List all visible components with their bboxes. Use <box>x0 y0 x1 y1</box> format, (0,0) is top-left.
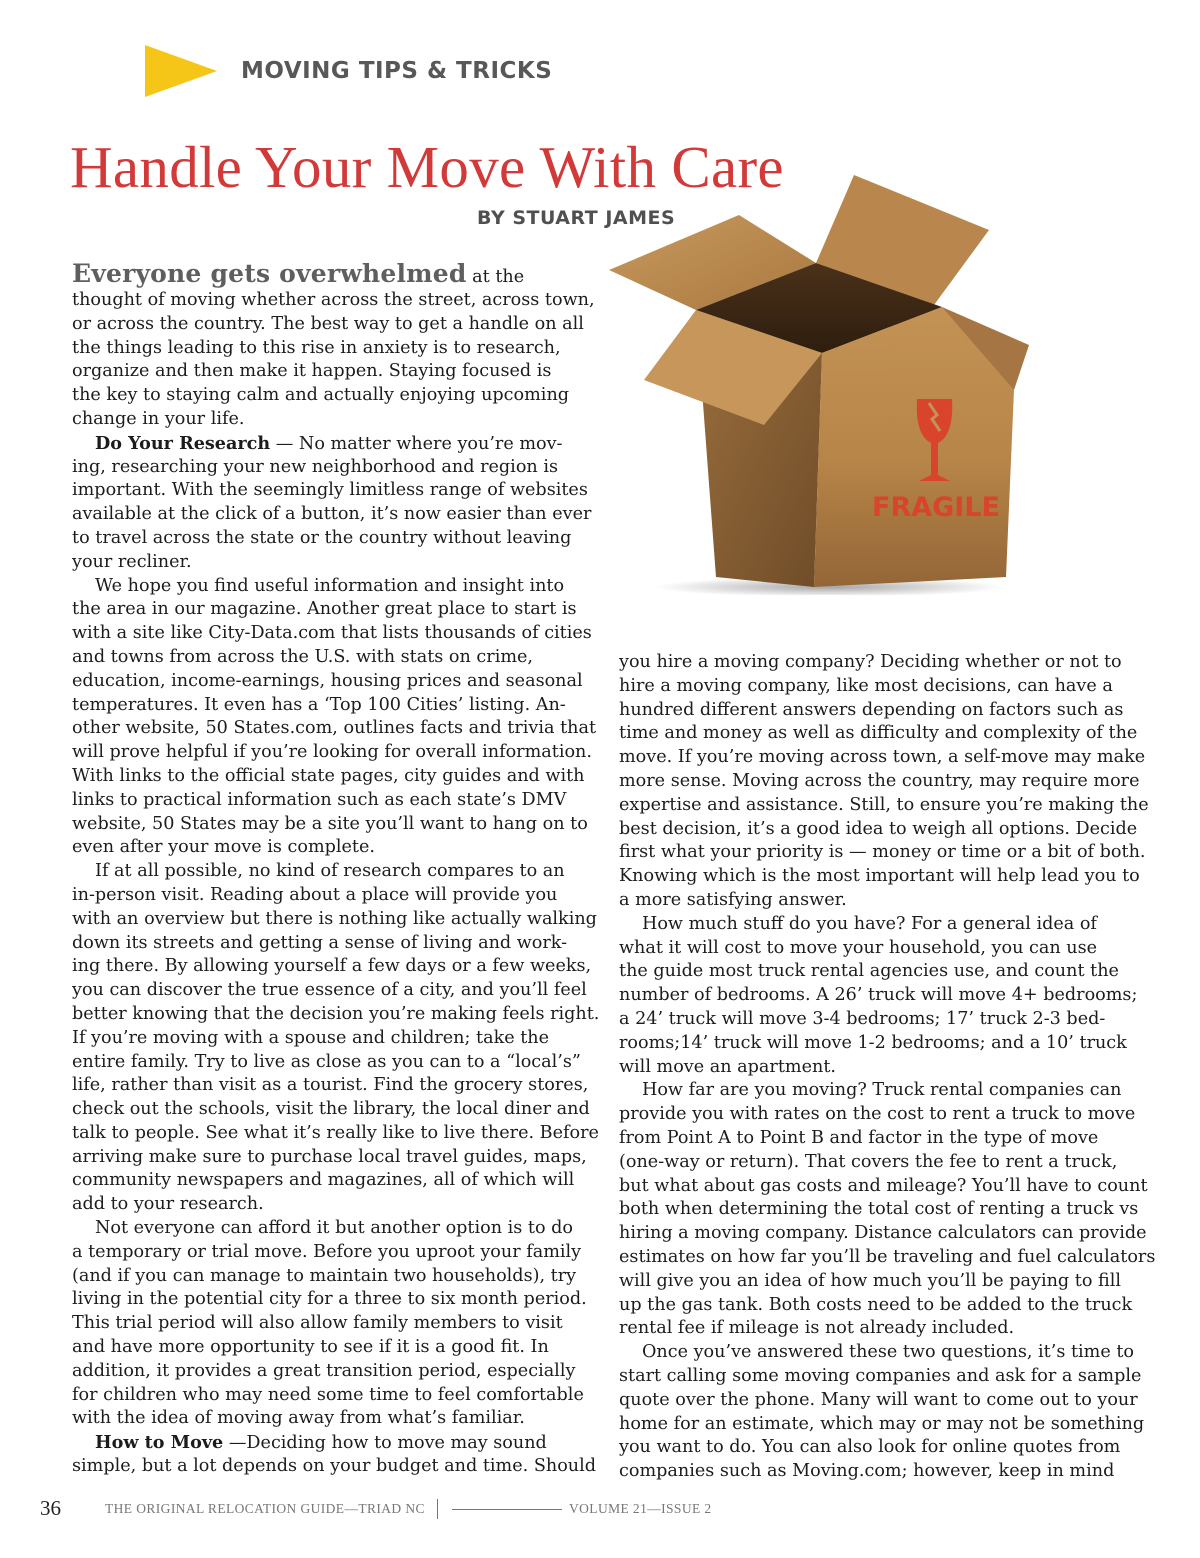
volume-issue: VOLUME 21—ISSUE 2 <box>569 1501 712 1516</box>
text-line: other website, 50 States.com, outlines facts and trivia that <box>72 718 597 739</box>
text-line: links to practical information such as each state’s DMV <box>72 789 567 810</box>
text-line: the area in our magazine. Another great place to start is <box>72 599 577 620</box>
text-line: more sense. Moving across the country, may require more <box>619 770 1140 791</box>
text-line: time and money as well as difficulty and complexity of the <box>619 723 1138 744</box>
subhead-line <box>72 432 582 456</box>
article-column-right <box>619 651 1156 1484</box>
text-line: entire family. Try to live as close as you can to a “local’s” <box>72 1051 581 1072</box>
publication-name: THE ORIGINAL RELOCATION GUIDE—TRIAD NC <box>105 1501 425 1516</box>
text-line: talk to people. See what it’s really like to live there. Before <box>72 1122 599 1143</box>
text-line: rental fee if mileage is not already included. <box>619 1318 1015 1339</box>
text-line: first what your priority is — money or time or a bit of both. <box>619 842 1146 863</box>
article-title: Handle Your Move With Care <box>70 134 784 200</box>
text-line: you can discover the true essence of a city, and you’ll feel <box>72 980 587 1001</box>
text-line: Not everyone can afford it but another option is to do <box>95 1218 574 1239</box>
text-line: provide you with rates on the cost to rent a truck to move <box>619 1104 1136 1125</box>
subhead-line <box>72 1431 582 1455</box>
text-line: We hope you find useful information and insight into <box>95 575 565 596</box>
article-byline: BY STUART JAMES <box>477 207 676 229</box>
text-line: start calling some moving companies and ask for a sample <box>619 1365 1142 1386</box>
text-line: ing there. By allowing yourself a few days or a few weeks, <box>72 956 592 977</box>
text-line: Knowing which is the most important will help lead you to <box>619 866 1140 887</box>
text-line: the things leading to this rise in anxiety is to research, <box>72 337 561 358</box>
text-line: you hire a moving company? Deciding whether or not to <box>619 652 1122 672</box>
text-span: — No matter where you’re mov- <box>270 433 563 454</box>
text-line: thought of moving whether across the street, across town, <box>72 290 595 310</box>
text-line: the guide most truck rental agencies use, and count the <box>619 961 1119 982</box>
text-line: home for an estimate, which may or may not be something <box>619 1413 1145 1434</box>
subhead-how-to-move: How to Move <box>95 1432 224 1454</box>
text-line: Once you’ve answered these two questions, it’s time to <box>642 1342 1134 1363</box>
text-line: or across the country. The best way to get a handle on all <box>72 313 584 334</box>
text-line: what it will cost to move your household, you can use <box>619 937 1098 958</box>
text-line: organize and then make it happen. Staying focused is <box>72 361 552 382</box>
text-line: (and if you can manage to maintain two households), try <box>72 1265 577 1286</box>
text-line: With links to the official state pages, city guides and with <box>72 765 585 786</box>
text-line: hundred different answers depending on factors such as <box>619 699 1124 720</box>
lead-line <box>72 259 582 289</box>
text-line: even after your move is complete. <box>72 837 376 858</box>
text-line: and have more opportunity to see if it is a good fit. In <box>72 1337 549 1358</box>
text-line: hire a moving company, like most decisions, can have a <box>619 675 1113 696</box>
text-line: This trial period will also allow family members to visit <box>72 1313 563 1334</box>
text-line: down its streets and getting a sense of living and work- <box>72 932 568 953</box>
text-line: living in the potential city for a three to six month period. <box>72 1289 587 1310</box>
text-line: will prove helpful if you’re looking for overall information. <box>72 742 592 763</box>
text-line: education, income-earnings, housing prices and seasonal <box>72 670 583 691</box>
text-span: —Deciding how to move may sound <box>223 1433 547 1454</box>
text-line: a more satisfying answer. <box>619 889 847 910</box>
article-column-left <box>72 259 600 1479</box>
lead-rest: at the <box>466 267 525 287</box>
fragile-box-image <box>604 175 1030 595</box>
text-line: rooms;14’ truck will move 1-2 bedrooms; and a 10’ truck <box>619 1032 1127 1053</box>
text-line: with a site like City-Data.com that lists thousands of cities <box>72 623 592 644</box>
text-line: best decision, it’s a good idea to weigh all options. Decide <box>619 818 1138 839</box>
section-arrow-icon <box>145 45 217 97</box>
text-line: in-person visit. Reading about a place will provide you <box>72 884 558 905</box>
text-line: addition, it provides a great transition period, especially <box>72 1360 576 1381</box>
footer-divider <box>437 1499 438 1519</box>
text-line: move. If you’re moving across town, a self-move may make <box>619 747 1146 768</box>
page-footer <box>0 1498 1200 1522</box>
text-line: your recliner. <box>72 551 192 572</box>
text-line: If you’re moving with a spouse and children; take the <box>72 1027 550 1048</box>
text-line: simple, but a lot depends on your budget and time. Should <box>72 1456 597 1477</box>
text-line: If at all possible, no kind of research compares to an <box>95 861 565 882</box>
text-line: but what about gas costs and mileage? You’ll have to count <box>619 1175 1148 1196</box>
text-line: to travel across the state or the country without leaving <box>72 527 572 548</box>
text-line: up the gas tank. Both costs need to be added to the truck <box>619 1294 1133 1315</box>
text-line: website, 50 States may be a site you’ll want to hang on to <box>72 813 588 834</box>
text-line: with the idea of moving away from what’s familiar. <box>72 1408 525 1429</box>
subhead-do-your-research: Do Your Research <box>95 432 271 454</box>
text-line: quote over the phone. Many will want to come out to your <box>619 1389 1138 1410</box>
text-line: (one-way or return). That covers the fee to rent a truck, <box>619 1151 1118 1172</box>
text-line: better knowing that the decision you’re making feels right. <box>72 1003 600 1024</box>
text-line: available at the click of a button, it’s now easier than ever <box>72 504 592 525</box>
text-line: community newspapers and magazines, all of which will <box>72 1170 575 1191</box>
text-line: ing, researching your new neighborhood and region is <box>72 456 558 477</box>
text-line: expertise and assistance. Still, to ensure you’re making the <box>619 794 1149 815</box>
text-line: with an overview but there is nothing like actually walking <box>72 908 597 929</box>
text-line: for children who may need some time to feel comfortable <box>72 1384 584 1405</box>
text-line: companies such as Moving.com; however, keep in mind <box>619 1461 1115 1482</box>
text-line: you want to do. You can also look for online quotes from <box>619 1437 1121 1458</box>
text-line: the key to staying calm and actually enjoying upcoming <box>72 385 570 406</box>
text-line: arriving make sure to purchase local travel guides, maps, <box>72 1146 587 1167</box>
text-line: a 24’ truck will move 3-4 bedrooms; 17’ truck 2-3 bed- <box>619 1008 1106 1029</box>
text-line: add to your research. <box>72 1194 264 1215</box>
footer-rule <box>452 1509 562 1510</box>
text-line: life, rather than visit as a tourist. Find the grocery stores, <box>72 1075 589 1096</box>
fragile-stamp-label: FRAGILE <box>872 492 1000 523</box>
text-line: number of bedrooms. A 26’ truck will move 4+ bedrooms; <box>619 985 1138 1006</box>
text-line: from Point A to Point B and factor in the type of move <box>619 1127 1099 1148</box>
text-line: and towns from across the U.S. with stats on crime, <box>72 646 534 667</box>
text-line: temperatures. It even has a ‘Top 100 Cities’ listing. An- <box>72 694 566 715</box>
page-number: 36 <box>40 1496 61 1520</box>
text-line: How much stuff do you have? For a general idea of <box>642 913 1097 934</box>
text-line: important. With the seemingly limitless range of websites <box>72 480 588 501</box>
section-label: MOVING TIPS & TRICKS <box>241 58 553 84</box>
text-line: will give you an idea of how much you’ll be paying to fill <box>619 1270 1121 1291</box>
text-line: estimates on how far you’ll be traveling and fuel calculators <box>619 1246 1156 1267</box>
text-line: check out the schools, visit the library, the local diner and <box>72 1099 590 1120</box>
text-line: will move an apartment. <box>619 1056 836 1077</box>
text-line: both when determining the total cost of renting a truck vs <box>619 1199 1139 1220</box>
text-line: change in your life. <box>72 408 245 429</box>
text-line: How far are you moving? Truck rental companies can <box>642 1080 1122 1101</box>
text-line: hiring a moving company. Distance calculators can provide <box>619 1223 1147 1244</box>
lead-in-text: Everyone gets overwhelmed <box>72 259 467 288</box>
text-line: a temporary or trial move. Before you uproot your family <box>72 1241 582 1262</box>
